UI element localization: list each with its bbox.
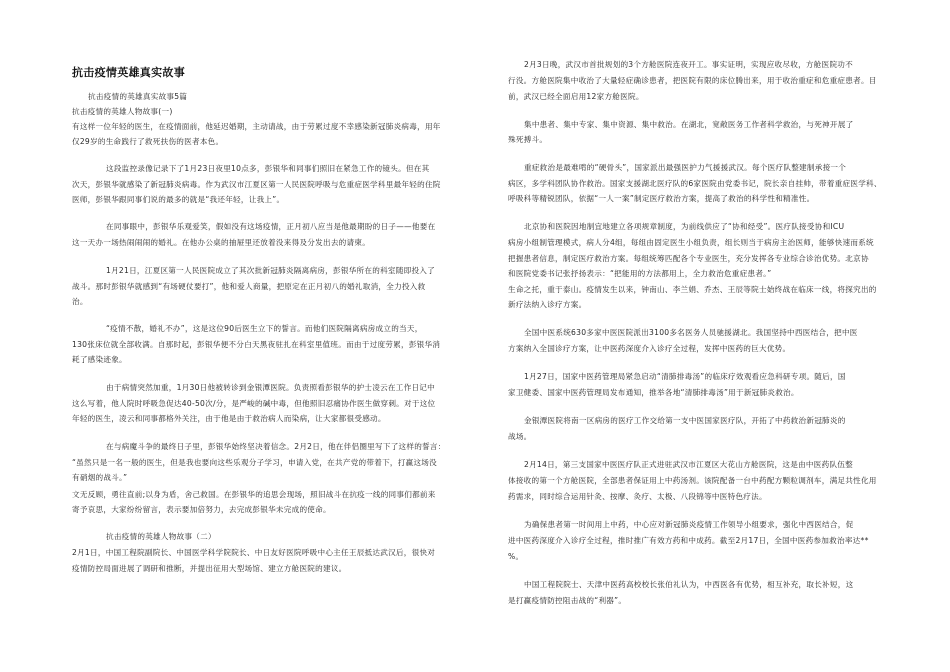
text-line: 2月1日，中国工程院副院长、中国医学科学院院长、中日友好医院呼吸中心主任王辰抵达武汉后，很快对 — [72, 548, 436, 557]
text-line: 这么写着，他人院时呼吸急促达40-50次/分，是严峻的碱中毒，但他照旧忍痛协作医生做穿刺。对于这位 — [72, 399, 436, 408]
text-line: 病区，多学科团队协作救治。国家支援湖北医疗队的6家医院由党委书记，院长亲自挂帅，带着重症医学科、 — [508, 179, 882, 188]
text-line: 这一天办一场热闹闹闹的婚礼。在他办公桌的抽屉里还放着没来得及分发出去的请柬。 — [72, 238, 371, 247]
page-title: 抗击疫情英雄真实故事 — [72, 66, 185, 79]
text-line: 战斗。那时彭银华就感到“有场硬仗要打”，他和爱人商量，把原定在正月初八的婚礼取消，全力投入救 — [72, 282, 426, 291]
text-line: 集中患者、集中专家、集中资源、集中救治。在湖北，宽敞医务工作者科学救治，与死神开展了 — [524, 120, 854, 129]
text-line: 年轻的医生，凌云和同事都格外关注，由于他是由于救治病人而染病，让大家都很受感动。 — [72, 414, 386, 423]
text-line: 文无反顾，勇往直前;以身为盾，舍己救国。在彭银华的追思会现场，照旧战斗在抗疫一线的同事们都前来 — [72, 490, 436, 499]
text-line: 仅29岁的生命践行了救死扶伤的医者本色。 — [72, 137, 224, 146]
text-line: 家卫健委、国家中医药管理局发布通知，推举各地“清肺排毒汤”用于新冠肺炎救治。 — [508, 388, 799, 397]
text-line: 抗击疫情的英雄人物故事（二） — [106, 532, 216, 541]
text-line: 病房小组制管理模式，病人分4组，每组由固定医生小组负责，组长则当于病房主治医师，能够快速而系统 — [508, 238, 874, 247]
text-line: 方案纳入全国诊疗方案，让中医药深度介入诊疗全过程，发挥中医药的巨大优势。 — [508, 344, 791, 353]
text-line: 有硝烟的战斗。” — [72, 473, 128, 482]
text-line: 抗击疫情的英雄人物故事(一) — [72, 107, 173, 116]
text-line: 全国中医系统630多家中医医院派出3100多名医务人员驰援湖北。我国坚持中西医结合，把中医 — [524, 328, 858, 337]
text-line: 这段监控录像记录下了1月23日夜里10点多，彭银华和同事们照旧在紧急工作的镜头。但在其 — [106, 164, 430, 173]
text-line: 前，武汉已经全面启用12家方舱医院。 — [508, 92, 644, 101]
text-line: 中国工程院院士、天津中医药高校校长张伯礼认为，中西医各有优势，相互补充，取长补短，这 — [524, 580, 854, 589]
text-line: 1月21日，江夏区第一人民医院成立了其次批新冠肺炎隔离病房，彭银华所在的科室随即投入了 — [106, 266, 435, 275]
text-line: 由于病情突然加重，1月30日他被转诊到金银潭医院。负责照看彭银华的护士凌云在工作日记中 — [106, 383, 435, 392]
text-line: 次天，彭银华就感染了新冠肺炎病毒。作为武汉市江夏区第一人民医院呼吸与危重症医学科里最年轻的住院 — [72, 180, 441, 189]
text-line: 医师，彭银华跟同事们说的最多的就是“我还年轻，让我上”。 — [72, 195, 285, 204]
text-line: 130张床位就全部收满。自那时起，彭银华便不分白天黑夜驻扎在科室里值班。而由于过度劳累，彭银华消 — [72, 340, 441, 349]
text-line: 北京协和医院因地制宜地建立各项规章制度，为前线供应了“协和经受”。医疗队接受协和ICU — [524, 222, 845, 231]
text-line: 战场。 — [508, 432, 532, 441]
text-line: 有这样一位年轻的医生，在疫情面前，他延迟婚期，主动请战，由于劳累过度不幸感染新冠肺炎病毒，用年 — [72, 122, 441, 131]
text-line: 在与病魔斗争的最终日子里，彭银华始终坚决着信念。2月2日，他在伴侣圈里写下了这样的誓言： — [106, 442, 446, 451]
text-line: 在同事眼中，彭银华乐观爱笑，假如没有这场疫情，正月初八应当是他最期盼的日子——他要在 — [106, 222, 436, 231]
text-line: 抗击疫情的英雄真实故事5篇 — [88, 92, 188, 101]
text-line: 体接收的第一个方舱医院，全部患者保证用上中药汤剂。该院配备一台中药配方颗粒调剂车，满足共性化用 — [508, 476, 877, 485]
text-line: 耗了感染迹象。 — [72, 355, 127, 364]
text-line: 是打赢疫情防控阻击战的“利器”。 — [508, 596, 627, 605]
text-line: 和医院党委书记张抒扬表示：“把能用的方法都用上，全力救治危重症患者。” — [508, 269, 772, 278]
text-line: 把握患者信息，制定医疗救治方案。每组统筹匹配各个专业医生，充分发挥各专业综合诊治优势。北京协 — [508, 254, 869, 263]
text-line: 行没。方舱医院集中收治了大量轻症确诊患者，把医院有限的床位腾出来，用于收治重症和危重症患者。目 — [508, 76, 877, 85]
text-line: 1月27日，国家中医药管理局紧急启动“清肺排毒汤”的临床疗效观看应急科研专项。随后，国 — [524, 372, 846, 381]
text-line: 药需求，同时综合运用针灸、按摩、灸疗、太极、八段锦等中医特色疗法。 — [508, 492, 767, 501]
text-line: 寄予哀思，大家纷纷留言，表示要加倍努力，去完成彭银华未完成的使命。 — [72, 505, 331, 514]
text-line: %。 — [508, 552, 524, 561]
text-line: 疫情防控局面进展了调研和推断，并提出征用大型场馆、建立方舱医院的建议。 — [72, 564, 347, 573]
text-line: 治。 — [72, 297, 88, 306]
text-line: 2月3日晚，武汉市首批规划的3个方舱医院连夜开工。事实证明，实现应收尽收，方舱医院功不 — [524, 60, 853, 69]
text-line: “疫情不散，婚礼不办”，这是这位90后医生立下的誓言。而他们医院隔离病房成立的当天， — [106, 324, 423, 333]
text-line: 新疗法纳入诊疗方案。 — [508, 300, 587, 309]
text-line: 2月14日，第三支国家中医医疗队正式进驻武汉市江夏区大花山方舱医院，这是由中医药队伍整 — [524, 460, 853, 469]
text-line: “虽然只是一名一般的医生，但是我也要向这些乐观分子学习，申请入党，在共产党的带着下，打赢这场没 — [72, 458, 437, 467]
text-line: 呼吸科等精锐团队，依据“一人一案”制定医疗救治方案，提高了救治的科学性和精准性。 — [508, 194, 815, 203]
text-line: 进中医药深度介入诊疗全过程，推时推广有效方药和中成药。截至2月17日，全国中医药参加救治率达** — [508, 536, 869, 545]
text-line: 殊死搏斗。 — [508, 135, 548, 144]
text-line: 金银潭医院将南一区病房的医疗工作交给第一支中医国家医疗队，开拓了中药救治新冠肺炎的 — [524, 416, 846, 425]
text-line: 生命之托，重于泰山。疫情发生以来，钟南山、李兰娟、乔杰、王辰等院士始终战在临床一线，将探究出的 — [508, 285, 877, 294]
text-line: 为确保患者第一时间用上中药，中心应对新冠肺炎疫情工作领导小组要求，强化中西医结合，促 — [524, 520, 854, 529]
text-line: 重症救治是最难啃的“硬骨头”，国家派出最强医护力气援援武汉。每个医疗队整建制承接一个 — [524, 163, 847, 172]
